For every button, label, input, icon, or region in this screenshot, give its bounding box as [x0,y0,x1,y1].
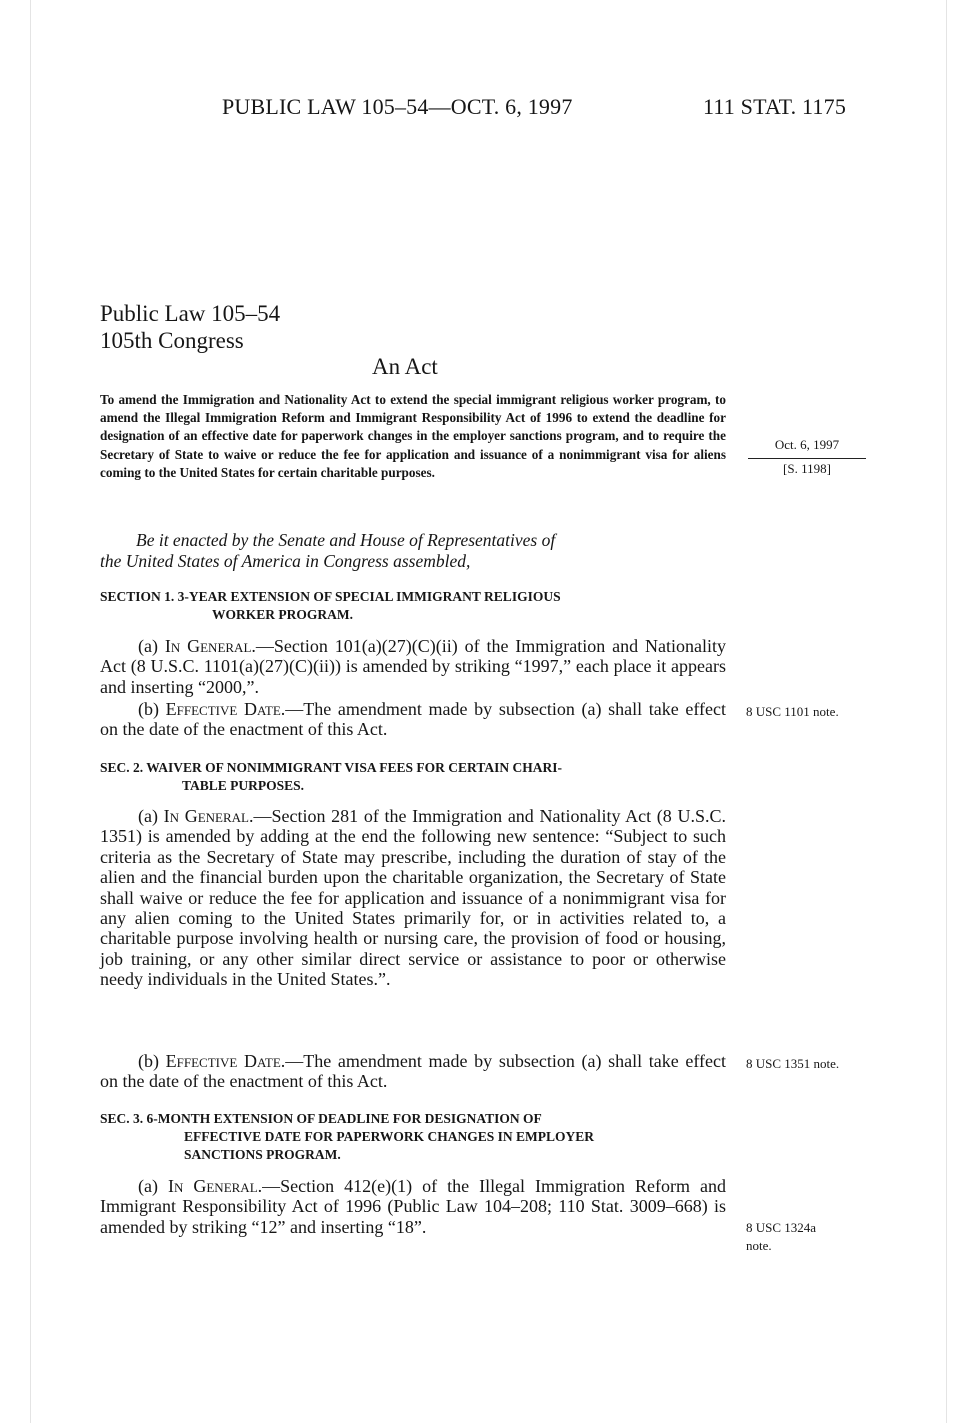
section-3-heading-line-2: EFFECTIVE DATE FOR PAPERWORK CHANGES IN EMPLOYER [184,1129,595,1144]
running-head-right: 111 STAT. 1175 [703,94,847,119]
section-2-subsection-b [100,1051,726,1092]
sec1-a-text: .—Section 101(a)(27)(C)(ii) of the Immigration and Nationality Act (8 U.S.C. 1101(a)(27)(C)(ii)) is amended by striking “1997,” each place it appears and inserting “2000,”. [100,636,726,697]
sec2-b-text: .—The amendment made by subsection (a) shall take effect on the date of the enactment of this Act. [100,1051,726,1092]
section-1-subsection-a [100,636,726,697]
sec2-a-heading: In General [163,806,249,826]
sec1-b-label: (b) [138,699,166,719]
long-title: To amend the Immigration and Nationality Act to extend the special immigrant religious worker program, to amend the Illegal Immigration Reform and Immigrant Responsibility Act of 1996 to extend the deadline for designation of an effective date for paperwork changes in the employer sanctions program, and to require the Secretary of State to waive or reduce the fee for application and issuance of a nonimmigrant visa for aliens coming to the United States for certain charitable purposes. [100,392,726,480]
sec3-a-heading: In General [167,1176,258,1196]
section-2-heading-line-2: TABLE PURPOSES. [182,778,305,793]
section-3-heading [100,1110,726,1164]
sec1-a-heading: In General [164,636,252,656]
section-1-subsection-b [100,699,726,740]
sec1-a-label: (a) [138,636,165,656]
scan-edge-left [30,0,31,1423]
enacting-clause [100,530,726,571]
margin-bill-number: [S. 1198] [783,461,831,476]
sec2-b-label: (b) [138,1051,166,1071]
scan-edge-right [946,0,947,1423]
sec1-b-heading: Effective Date [165,699,281,719]
sec3-a-label: (a) [138,1176,168,1196]
sec2-a-label: (a) [138,806,164,826]
enacting-line-2: the United States of America in Congress assembled, [100,550,471,571]
section-2-subsection-a [100,806,726,990]
section-3-subsection-a [100,1176,726,1237]
section-2-heading [100,759,726,795]
public-law-number: Public Law 105–54 [100,301,281,326]
section-1-heading-line-1: SECTION 1. 3-YEAR EXTENSION OF SPECIAL IMMIGRANT RELIGIOUS [100,589,561,604]
sec3-a-text: .—Section 412(e)(1) of the Illegal Immigration Reform and Immigrant Responsibility Act of 1996 (Public Law 104–208; 110 Stat. 3009–668) is amended by striking “12” and inserting “18”. [100,1176,727,1237]
sec2-b-heading: Effective Date [165,1051,281,1071]
section-3-heading-line-1: SEC. 3. 6-MONTH EXTENSION OF DEADLINE FOR DESIGNATION OF [100,1111,542,1126]
section-1-heading [100,588,726,624]
section-3-margin-note-2: note. [746,1238,772,1253]
section-2-margin-note: 8 USC 1351 note. [746,1056,840,1071]
running-head-left: PUBLIC LAW 105–54—OCT. 6, 1997 [222,94,573,119]
sec1-b-text: .—The amendment made by subsection (a) shall take effect on the date of the enactment of this Act. [100,699,726,740]
an-act-heading: An Act [372,354,438,379]
section-3-heading-line-3: SANCTIONS PROGRAM. [184,1147,341,1162]
margin-date: Oct. 6, 1997 [774,437,840,452]
section-1-heading-line-2: WORKER PROGRAM. [212,607,353,622]
section-2-heading-line-1: SEC. 2. WAIVER OF NONIMMIGRANT VISA FEES FOR CERTAIN CHARI- [100,760,562,775]
section-3-margin-note-1: 8 USC 1324a [746,1220,817,1235]
margin-date-rule [748,458,866,459]
congress-number: 105th Congress [100,328,244,353]
enacting-line-1: Be it enacted by the Senate and House of Representatives of [136,530,556,550]
section-1-margin-note: 8 USC 1101 note. [746,704,839,719]
sec2-a-text: .—Section 281 of the Immigration and Nationality Act (8 U.S.C. 1351) is amended by adding at the end the following new sentence: “Subject to such criteria as the Secretary of State may prescribe, including the duration of stay of the alien and the financial burden upon the charitable organization, the Secretary of State shall waive or reduce the fee for application and issuance of a nonimmigrant visa for any alien coming to the United States primarily for, or in activities related to, a charitable purpose involving health or nursing care, the provision of food or housing, job training, or any other similar direct service or assistance to poor or otherwise needy individuals in the United States.”. [100,806,726,990]
